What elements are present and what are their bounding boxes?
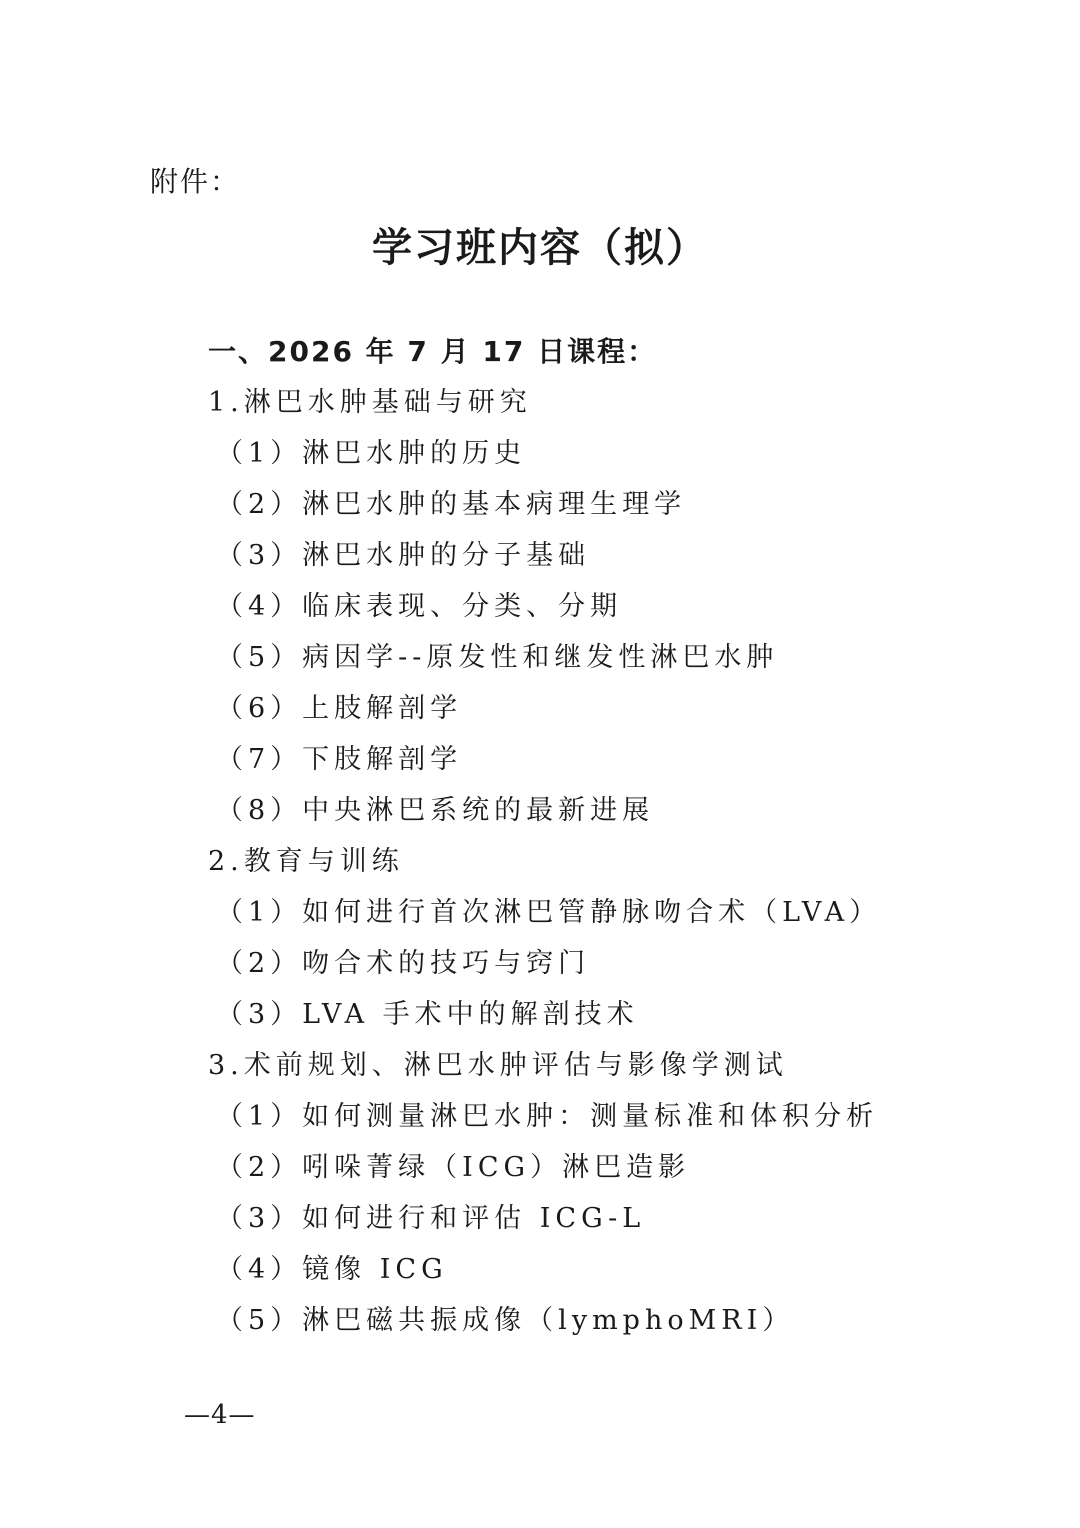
list-item: （4）临床表现、分类、分期 xyxy=(216,591,623,622)
list-item: （8）中央淋巴系统的最新进展 xyxy=(216,795,655,826)
page-number: —4— xyxy=(184,1400,256,1430)
list-item: （2）吻合术的技巧与窍门 xyxy=(216,948,591,979)
list-item: （1）如何测量淋巴水肿：测量标准和体积分析 xyxy=(216,1101,879,1132)
topic-heading: 3.术前规划、淋巴水肿评估与影像学测试 xyxy=(208,1050,788,1081)
list-item: （3）如何进行和评估 ICG-L xyxy=(216,1203,646,1234)
list-item: （1）如何进行首次淋巴管静脉吻合术（LVA） xyxy=(216,897,882,928)
section-heading: 一、2026 年 7 月 17 日课程： xyxy=(208,335,658,368)
course-content xyxy=(208,326,968,1346)
list-item: （1）淋巴水肿的历史 xyxy=(216,438,527,469)
topic-heading: 2.教育与训练 xyxy=(208,846,404,877)
list-item: （3）LVA 手术中的解剖技术 xyxy=(216,999,639,1030)
list-item: （4）镜像 ICG xyxy=(216,1254,448,1285)
document-title: 学习班内容（拟） xyxy=(372,225,708,271)
list-item: （2）淋巴水肿的基本病理生理学 xyxy=(216,489,687,520)
list-item: （2）吲哚菁绿（ICG）淋巴造影 xyxy=(216,1152,691,1183)
list-item: （5）病因学--原发性和继发性淋巴水肿 xyxy=(216,642,779,673)
topic-heading: 1.淋巴水肿基础与研究 xyxy=(208,387,532,418)
list-item: （7）下肢解剖学 xyxy=(216,744,463,775)
list-item: （3）淋巴水肿的分子基础 xyxy=(216,540,591,571)
list-item: （6）上肢解剖学 xyxy=(216,693,463,724)
attachment-label: 附件： xyxy=(150,165,241,198)
list-item: （5）淋巴磁共振成像（lymphoMRI） xyxy=(216,1305,795,1336)
